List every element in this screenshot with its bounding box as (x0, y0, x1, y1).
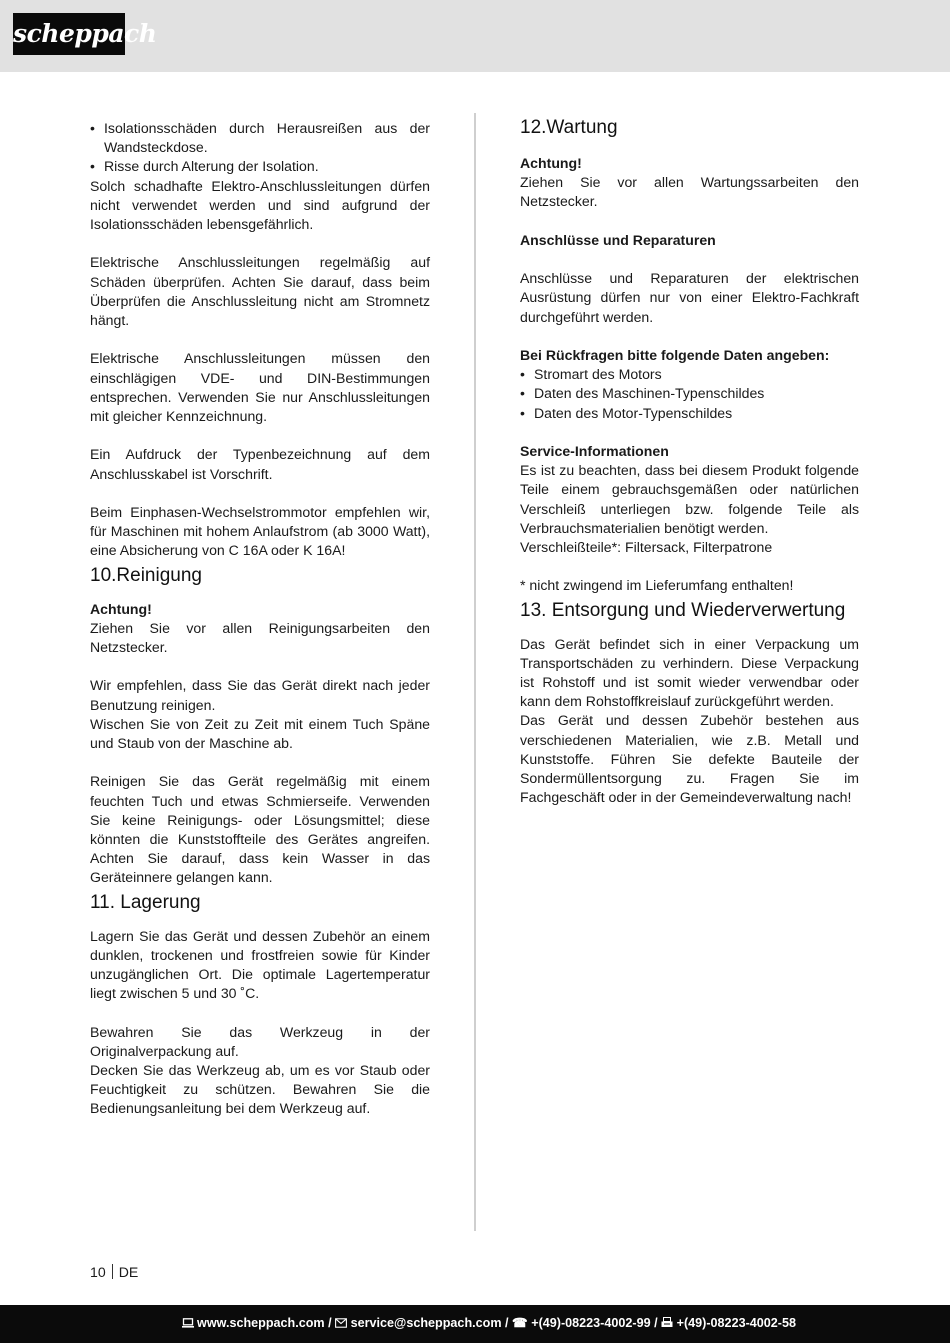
separator: / (654, 1316, 658, 1330)
separator: / (328, 1316, 332, 1330)
paragraph: Reinigen Sie das Gerät regelmäßig mit einem feuchten Tuch und etwas Schmierseife. Verwenden Sie keine Reinigungs- oder Lösungsmittel; diese könnten die Kunststoffteile des Gerätes angreifen. Achten Sie darauf, dass kein Wasser in das Geräteinnere gelangen kann. (90, 773, 430, 886)
contact-line (182, 1315, 796, 1330)
bullet-glyph: • (520, 404, 525, 421)
paragraph: Elektrische Anschlussleitungen regelmäßig auf Schäden überprüfen. Achten Sie darauf, dass beim Überprüfen die Anschlussleitung nicht am Stromnetz hängt. (90, 254, 430, 329)
phone-number: +(49)-08223-4002-99 (531, 1316, 651, 1330)
fax-number: +(49)-08223-4002-58 (676, 1316, 796, 1330)
paragraph: Es ist zu beachten, dass bei diesem Produkt folgende Teile einem gebrauchsgemäßen oder natürlichen Verschleiß unterliegen bzw. folgende Teile als Verbrauchsmaterialien benötigt werden. (520, 462, 859, 536)
website-link[interactable]: www.scheppach.com (197, 1316, 325, 1330)
paragraph: Das Gerät und dessen Zubehör bestehen aus verschiedenen Materialien, wie z.B. Metall und Kunststoffe. Führen Sie defekte Bauteile der Sondermüllentsorgung zu. Fragen Sie im Fachgeschäft oder in der Gemeindeverwaltung nach! (520, 712, 859, 806)
section-heading-disposal (520, 598, 859, 624)
subheading: Service-Informationen (520, 442, 669, 459)
list-item (90, 157, 430, 176)
list-item-text: Isolationsschäden durch Herausreißen aus der Wandsteckdose. (104, 120, 430, 156)
subheading: Bei Rückfragen bitte folgende Daten angeben: (520, 346, 830, 363)
fax-icon (661, 1317, 673, 1328)
section-title: Reinigung (116, 564, 202, 586)
list-item-text: Daten des Maschinen-Typenschildes (534, 385, 765, 402)
bullet-glyph: • (520, 385, 525, 402)
list-item (520, 404, 859, 423)
page-footer (0, 1305, 950, 1343)
computer-icon (182, 1318, 194, 1328)
page-header (0, 0, 950, 72)
list-item-text: Daten des Motor-Typenschildes (534, 404, 733, 421)
paragraph: Solch schadhafte Elektro-Anschlussleitungen dürfen nicht verwendet werden und sind aufgrund der Isolationsschäden lebensgefährlich. (90, 177, 430, 233)
page-number-separator (112, 1264, 113, 1279)
mail-icon (335, 1318, 347, 1328)
section-heading-storage (90, 890, 430, 916)
section-heading-maintenance (520, 115, 859, 141)
paragraph: Wischen Sie von Zeit zu Zeit mit einem Tuch Späne und Staub von der Maschine ab. (90, 715, 430, 752)
paragraph: Das Gerät befindet sich in einer Verpackung um Transportschäden zu verhindern. Diese Verpackung ist Rohstoff und ist somit wieder verwendbar oder kann dem Rohstoffkreislauf zurückgeführt werden. (520, 635, 859, 710)
section-number: 11. (90, 891, 116, 913)
section-heading-cleaning (90, 563, 430, 589)
column-divider (474, 113, 476, 1231)
bullet-glyph: • (520, 366, 525, 383)
right-column (520, 115, 859, 807)
subheading: Anschlüsse und Reparaturen (520, 231, 716, 248)
footnote: * nicht zwingend im Lieferumfang enthalten! (520, 577, 794, 594)
paragraph: Anschlüsse und Reparaturen der elektrischen Ausrüstung dürfen nur von einer Elektro-Fachkraft durchgeführt werden. (520, 270, 859, 325)
email-link[interactable]: service@scheppach.com (350, 1316, 502, 1330)
paragraph: Decken Sie das Werkzeug ab, um es vor Staub oder Feuchtigkeit zu schützen. Bewahren Sie die Bedienungsanleitung bei dem Werkzeug auf. (90, 1062, 430, 1117)
warning-label: Achtung! (90, 600, 152, 617)
list-item (90, 119, 430, 157)
paragraph: Lagern Sie das Gerät und dessen Zubehör an einem dunklen, trockenen und frostfreien sowie für Kinder unzugänglichen Ort. Die optimale Lagertemperatur liegt zwischen 5 und 30 ˚C. (90, 927, 430, 1002)
bullet-glyph: • (90, 158, 95, 175)
section-number: 10. (90, 564, 117, 586)
list-item (520, 365, 859, 384)
left-column (90, 119, 430, 1119)
paragraph: Wir empfehlen, dass Sie das Gerät direkt nach jeder Benutzung reinigen. (90, 677, 430, 713)
list-item-text: Risse durch Alterung der Isolation. (104, 158, 319, 175)
section-number: 13. (520, 599, 547, 621)
section-number: 12. (520, 117, 547, 138)
list-item-text: Stromart des Motors (534, 366, 662, 383)
paragraph: Bewahren Sie das Werkzeug in der Originalverpackung auf. (90, 1023, 430, 1059)
paragraph: Verschleißteile*: Filtersack, Filterpatrone (520, 539, 773, 555)
paragraph: Ziehen Sie vor allen Wartungssarbeiten den Netzstecker. (520, 174, 859, 210)
paragraph: Ziehen Sie vor allen Reinigungsarbeiten den Netzstecker. (90, 619, 430, 656)
scheppach-logo: scheppach (13, 13, 125, 55)
paragraph: Elektrische Anschlussleitungen müssen den einschlägigen VDE- und DIN-Bestimmungen entsprechen. Verwenden Sie nur Anschlussleitungen mit gleicher Kennzeichnung. (90, 350, 430, 425)
section-title: Entsorgung und Wiederverwertung (551, 599, 846, 621)
section-title: Wartung (546, 117, 618, 138)
paragraph: Ein Aufdruck der Typenbezeichnung auf dem Anschlusskabel ist Vorschrift. (90, 446, 430, 482)
phone-icon: ☎ (512, 1316, 528, 1330)
paragraph: Beim Einphasen-Wechselstrommotor empfehlen wir, für Maschinen mit hohem Anlaufstrom (ab 3000 Watt), eine Absicherung von C 16A oder K 16A! (90, 504, 430, 559)
warning-label: Achtung! (520, 155, 582, 171)
language-code: DE (118, 1264, 139, 1280)
section-title: Lagerung (120, 891, 201, 913)
list-item (520, 384, 859, 403)
bullet-glyph: • (90, 120, 95, 136)
separator: / (505, 1316, 509, 1330)
page-number (90, 1264, 138, 1280)
page-number-value: 10 (90, 1264, 106, 1280)
